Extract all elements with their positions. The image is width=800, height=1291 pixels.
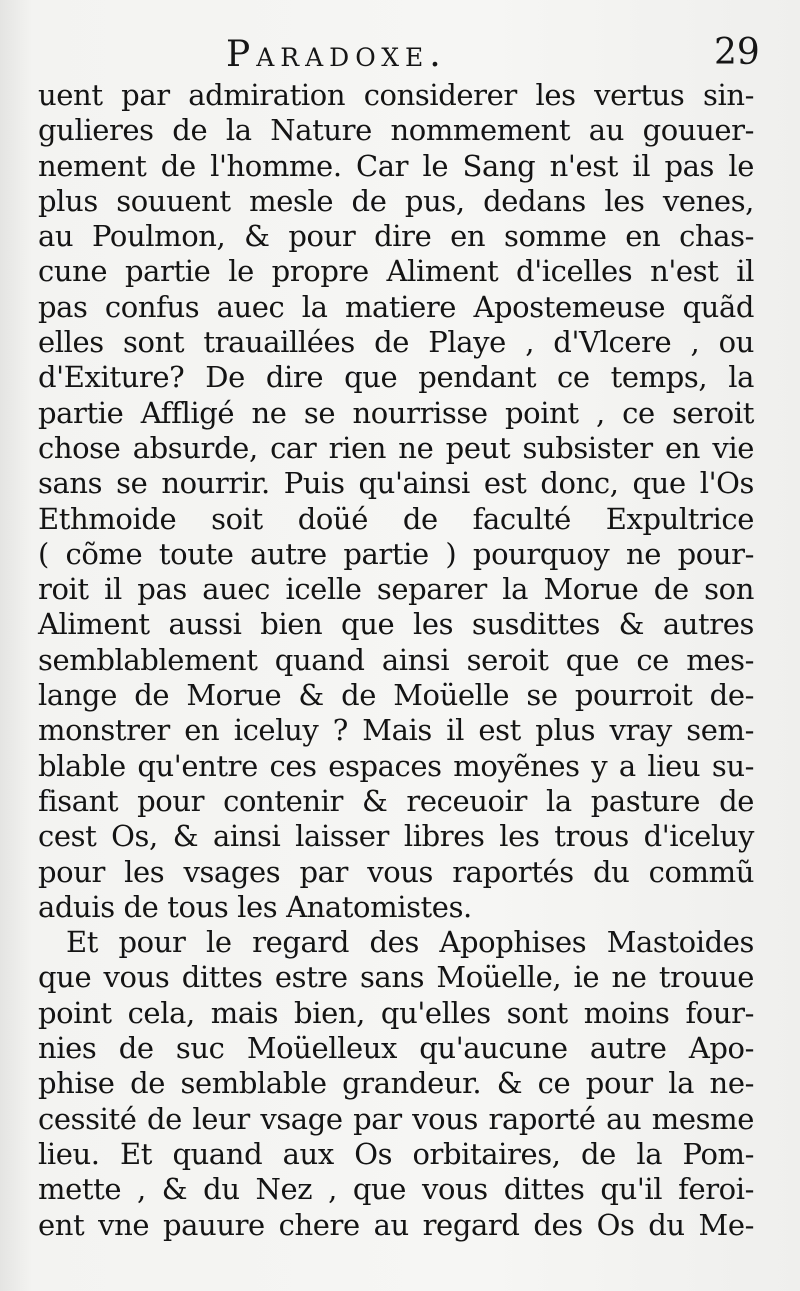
text-line: nies de suc Moüelleux qu'aucune autre Apo-: [38, 1031, 754, 1066]
text-line: plus souuent mesle de pus, dedans les venes,: [38, 183, 754, 218]
text-line: que vous dittes estre sans Moüelle, ie ne trouue: [38, 960, 754, 995]
text-line: lange de Morue & de Moüelle se pourroit de-: [38, 678, 754, 713]
running-title: Paradoxe.: [226, 34, 447, 75]
text-line: au Poulmon, & pour dire en somme en chas-: [38, 219, 754, 254]
text-line: Ethmoide soit doüé de faculté Expultrice: [38, 501, 754, 536]
text-line: aduis de tous les Anatomistes.: [38, 889, 472, 924]
text-line: Et pour le regard des Apophises Mastoides: [66, 925, 754, 960]
paragraph-2: [38, 925, 758, 1243]
text-line: point cela, mais bien, qu'elles sont moins four-: [38, 995, 754, 1030]
text-line: uent par admiration considerer les vertus sin-: [38, 78, 754, 112]
text-line: nement de l'homme. Car le Sang n'est il pas le: [38, 148, 754, 183]
text-line: blable qu'entre ces espaces moyẽnes y a lieu su-: [38, 748, 754, 783]
text-line: monstrer en iceluy ? Mais il est plus vray sem-: [38, 713, 754, 748]
text-line: partie Affligé ne se nourrisse point , ce seroit: [38, 395, 754, 430]
text-line: roit il pas auec icelle separer la Morue de son: [38, 572, 754, 607]
body-text: [38, 78, 758, 1243]
text-line: pour les vsages par vous raportés du commũ: [38, 854, 754, 889]
text-line: cune partie le propre Aliment d'icelles n'est il: [38, 254, 754, 289]
text-line: chose absurde, car rien ne peut subsister en vie: [38, 430, 754, 465]
text-line: fisant pour contenir & receuoir la pasture de: [38, 783, 754, 818]
text-line: cest Os, & ainsi laisser libres les trous d'iceluy: [38, 819, 754, 854]
text-line: cessité de leur vsage par vous raporté au mesme: [38, 1101, 754, 1136]
text-line: phise de semblable grandeur. & ce pour la ne-: [38, 1066, 754, 1101]
text-line: semblablement quand ainsi seroit que ce mes-: [38, 642, 754, 677]
text-line: pas confus auec la matiere Apostemeuse quãd: [38, 289, 754, 324]
text-line: Aliment aussi bien que les susdittes & autres: [38, 607, 754, 642]
text-line: ( cõme toute autre partie ) pourquoy ne pour-: [38, 536, 754, 571]
text-line: elles sont trauaillées de Playe , d'Vlcere , ou: [38, 325, 754, 360]
text-line: gulieres de la Nature nommement au gouuer-: [38, 113, 754, 148]
paragraph-1: [38, 78, 758, 925]
text-line: lieu. Et quand aux Os orbitaires, de la Pom-: [38, 1136, 754, 1171]
text-line: mette , & du Nez , que vous dittes qu'il feroi-: [38, 1172, 754, 1207]
text-line: sans se nourrir. Puis qu'ainsi est donc, que l'Os: [38, 466, 754, 501]
text-line: d'Exiture? De dire que pendant ce temps, la: [38, 360, 754, 395]
page-number: 29: [714, 32, 760, 73]
text-line: ent vne pauure chere au regard des Os du Me-: [38, 1207, 754, 1242]
